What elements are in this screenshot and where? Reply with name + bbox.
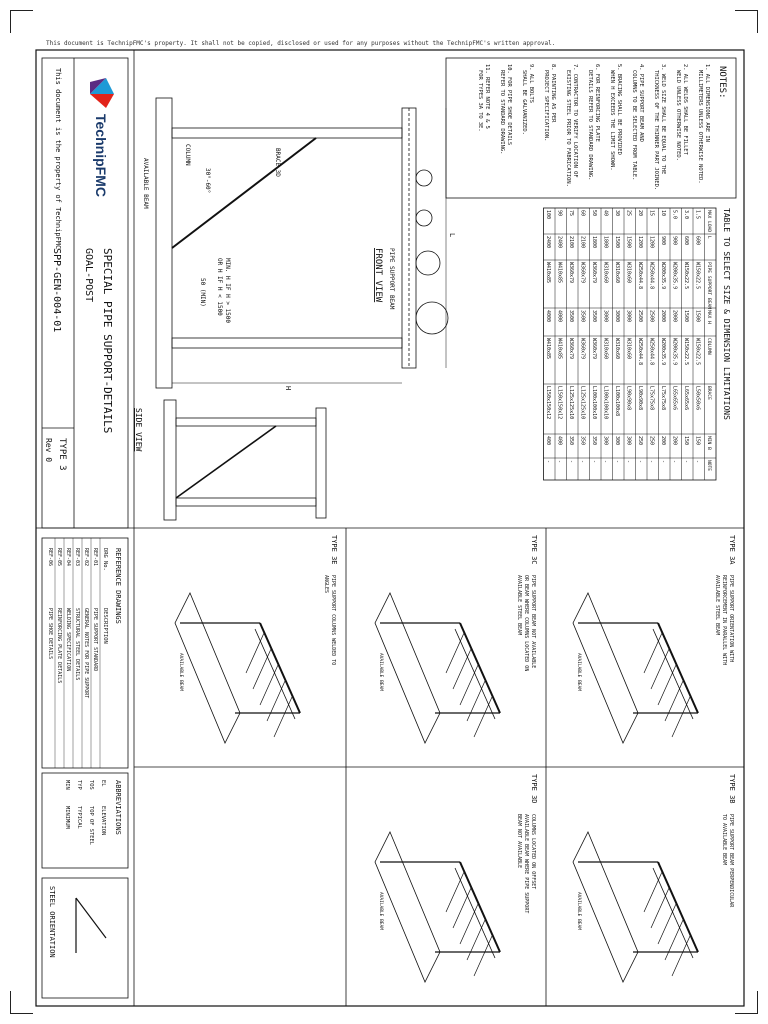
- ref-cell: REINFORCING PLATE DETAILS: [56, 608, 62, 684]
- table-cell: 300: [625, 436, 632, 446]
- table-cell: 3500: [591, 310, 597, 323]
- type-code: TYPE 3E: [330, 535, 338, 565]
- table-cell: L50x50x6: [694, 386, 701, 411]
- side-column-a: [176, 418, 316, 426]
- table-cell: -: [614, 460, 620, 464]
- title-footnote: This document is the property of TechnipFMC: [54, 68, 62, 250]
- table-cell: -: [671, 460, 678, 464]
- table-cell: L125x125x10: [579, 386, 586, 420]
- table-cell: L90x90x8: [637, 386, 643, 411]
- table-cell: 4000: [556, 310, 563, 323]
- drawing-canvas: [34, 48, 746, 1008]
- table-cell: -: [625, 460, 632, 464]
- table-cell: 4000: [545, 310, 551, 323]
- front-view: [142, 98, 456, 390]
- drawing-rev: Rev 0: [44, 438, 53, 463]
- available-label: AVAILABLE BEAM: [142, 158, 149, 209]
- table-cell: 900: [671, 236, 678, 246]
- table-cell: 1500: [694, 310, 701, 323]
- copyright-notice: This document is TechnipFMC's property. It shall not be copied, disclosed or used for any purposes without the TechnipFMC's written approval.: [46, 40, 556, 47]
- ref-cell: REF-01: [92, 548, 98, 567]
- table-header-cell: L: [706, 236, 711, 239]
- table-cell: W250x44.8: [648, 338, 655, 366]
- ref-cell: REF-05: [56, 548, 62, 567]
- notes-block: [446, 58, 736, 198]
- drawing-type: TYPE 3: [57, 438, 67, 471]
- or-h-label: OR H IF H < 1500: [216, 258, 223, 316]
- ref-cell: REF-06: [47, 548, 53, 567]
- table-cell: 40: [602, 210, 609, 217]
- table-header-cell: BRACE: [706, 386, 711, 400]
- table-cell: 250: [637, 436, 643, 446]
- note-line: 10. FOR PIPE SHOE DETAILSREFER TO STANDARD DRAWING.: [499, 64, 512, 155]
- table-cell: W200x35.9: [671, 262, 678, 290]
- dim-L-label: L: [448, 233, 456, 238]
- table-header-cell: COLUMN: [706, 338, 711, 355]
- logo-mark-red: [90, 94, 114, 108]
- note-line: 5. BRACING SHALL BE PROVIDEDWHEN H EXCEEDS THE LIMIT SHOWN.: [609, 64, 622, 171]
- ref-header-cell: DESCRIPTION: [102, 608, 108, 644]
- abbrev-title: ABBREVIATIONS: [114, 780, 122, 835]
- table-cell: 250: [648, 436, 655, 446]
- abbrev-cell: TYPICAL: [76, 806, 82, 829]
- note-line: 8. PAINTING AS PERPROJECT SPECIFICATION.: [543, 64, 556, 142]
- table-cell: 2500: [637, 310, 643, 323]
- abbrev-cell: EL: [100, 780, 106, 787]
- ref-cell: REF-04: [65, 548, 71, 567]
- ref-cell: PIPE SHOE DETAILS: [47, 608, 53, 660]
- type-code: TYPE 3A: [728, 535, 736, 565]
- type-desc: PIPE SUPPORT BEAM NOT AVAILABLEOR BEAM WHERE COLUMNS LOCATED ONAVAILABLE STEEL BEAM: [516, 575, 536, 672]
- table-cell: L150x150x12: [556, 386, 563, 420]
- side-view: [134, 400, 326, 520]
- table-cell: -: [648, 460, 655, 464]
- table-header-cell: PIPE SUPPORT BEAM: [706, 262, 711, 310]
- table-cell: -: [660, 460, 666, 464]
- table-header-cell: MIN B: [706, 436, 711, 450]
- side-available-beam: [164, 400, 176, 520]
- type-code: TYPE 3D: [530, 774, 538, 804]
- type-desc: PIPE SUPPORT COLUMNS WELDED TOANGLES: [323, 575, 336, 666]
- table-cell: 350: [579, 436, 586, 446]
- frame-corner-top-right: [735, 10, 758, 33]
- table-cell: L75x75x8: [648, 386, 655, 411]
- frame-corner-top-left: [10, 10, 33, 33]
- front-view-label: FRONT VIEW: [373, 248, 383, 303]
- table-cell: L65x65x6: [671, 386, 678, 411]
- table-cell: 2000: [660, 310, 666, 323]
- table-cell: W360x79: [579, 338, 586, 360]
- type-panels: [134, 528, 744, 1006]
- table-cell: 400: [545, 436, 551, 446]
- table-cell: 3500: [579, 310, 586, 323]
- table-cell: 20: [637, 210, 643, 217]
- table-cell: 2400: [545, 236, 551, 249]
- table-cell: 200: [660, 436, 666, 446]
- table-cell: W310x60: [614, 338, 620, 360]
- front-brace: [172, 138, 316, 248]
- table-cell: -: [602, 460, 609, 464]
- type-code: TYPE 3B: [728, 774, 736, 804]
- table-cell: 60: [579, 210, 586, 217]
- table-cell: 1500: [683, 310, 689, 323]
- table-cell: W360x79: [591, 338, 597, 360]
- pipe-1: [416, 170, 432, 186]
- table-cell: W310x60: [602, 338, 609, 360]
- note-line: 2. ALL WELDS SHALL BE FILLETWELD UNLESS OTHERWISE NOTED.: [675, 64, 688, 161]
- min50-label: 50 (MIN): [199, 278, 206, 307]
- table-cell: W250x44.8: [637, 338, 643, 366]
- table-cell: L100x100x10: [602, 386, 609, 420]
- pipe-3: [416, 251, 440, 275]
- table-cell: W150x22.5: [683, 262, 689, 290]
- table-cell: 2100: [579, 236, 586, 249]
- type-available-label: AVAILABLE BEAM: [378, 653, 383, 691]
- table-cell: 1200: [648, 236, 655, 249]
- abbrev-cell: MINIMUM: [64, 806, 70, 829]
- table-cell: W360x79: [579, 262, 586, 284]
- title-block: [42, 58, 128, 998]
- type-isometric-sketch: [375, 593, 500, 743]
- table-cell: 200: [671, 436, 678, 446]
- table-cell: 600: [683, 236, 689, 246]
- abbrev-cell: TOS: [88, 780, 94, 790]
- table-cell: 90: [556, 210, 563, 217]
- ref-cell: GENERAL NOTES FOR PIPE SUPPORT: [83, 608, 89, 699]
- table-cell: 3000: [625, 310, 632, 323]
- type-available-label: AVAILABLE BEAM: [378, 892, 383, 930]
- type-available-label: AVAILABLE BEAM: [178, 653, 183, 691]
- front-column-right: [172, 338, 402, 348]
- table-cell: W410x85: [556, 262, 563, 284]
- table-cell: W310x60: [602, 262, 609, 284]
- table-cell: W360x79: [568, 338, 574, 360]
- table-cell: W410x85: [545, 338, 551, 360]
- note-line: 11. REFER NOTE 4 & 5FOR TYPES 3A TO 3E.: [477, 64, 490, 132]
- front-available-beam: [156, 98, 172, 388]
- table-cell: 1500: [625, 236, 632, 249]
- dim-H-label: H: [284, 386, 292, 391]
- ref-header-cell: DRG No.: [102, 548, 108, 571]
- table-cell: L100x100x8: [614, 386, 620, 417]
- table-cell: -: [556, 460, 563, 464]
- note-line: 3. WELD SIZE SHALL BE EQUAL TO THETHICKNESS OF THE THINNER PART JOINED.: [653, 64, 666, 191]
- type-isometric-sketch: [573, 593, 698, 743]
- table-cell: 1200: [637, 236, 643, 249]
- type-desc: PIPE SUPPORT ORIENTATION WITHREINFORCEMENT IN PARALLEL WITHAVAILABLE STEEL BEAM: [714, 575, 734, 666]
- abbrev-cell: TYP: [76, 780, 82, 790]
- table-cell: 3500: [568, 310, 574, 323]
- table-cell: L75x75x8: [660, 386, 666, 411]
- notes-heading: NOTES:: [717, 66, 727, 99]
- table-cell: L65x65x6: [683, 386, 689, 411]
- table-cell: 3.0: [683, 210, 689, 220]
- table-cell: W150x22.5: [683, 338, 689, 366]
- side-view-label: SIDE VIEW: [134, 408, 143, 452]
- pipe-2: [416, 210, 432, 226]
- table-cell: W310x60: [625, 338, 632, 360]
- table-cell: L100x100x10: [591, 386, 597, 420]
- table-cell: 150: [694, 436, 701, 446]
- table-cell: 2100: [568, 236, 574, 249]
- abbrev-cell: TOP OF STEEL: [88, 806, 94, 845]
- table-cell: 300: [602, 436, 609, 446]
- note-line: 9. ALL BOLTSSHALL BE GALVANIZED.: [521, 64, 534, 135]
- table-cell: 1.5: [694, 210, 701, 220]
- table-cell: 2500: [648, 310, 655, 323]
- orientation-arrow: [76, 898, 106, 938]
- table-cell: W200x35.9: [660, 338, 666, 366]
- drawing-title: SPECIAL PIPE SUPPORT-DETAILS: [101, 248, 114, 434]
- abbrev-cell: MIN: [64, 780, 70, 790]
- table-cell: 3000: [602, 310, 609, 323]
- orientation-label: STEEL ORIENTATION: [48, 886, 56, 958]
- table-cell: 30: [614, 210, 620, 217]
- note-line: 1. ALL DIMENSIONS ARE INMILLIMETERS UNLESS OTHERWISE NOTED.: [697, 64, 710, 184]
- type-available-label: AVAILABLE BEAM: [576, 653, 581, 691]
- table-cell: 3000: [614, 310, 620, 323]
- table-cell: W250x44.8: [637, 262, 643, 290]
- table-cell: -: [694, 460, 701, 464]
- drawing-number: SPP-GEN-004-01: [51, 248, 62, 333]
- table-cell: W250x44.8: [648, 262, 655, 290]
- side-beam: [316, 408, 326, 518]
- drawing-sheet: [34, 48, 746, 1008]
- table-cell: -: [545, 460, 551, 464]
- table-cell: -: [683, 460, 689, 464]
- table-header-cell: MAX H: [706, 310, 711, 324]
- table-cell: 10: [660, 210, 666, 217]
- drawing-subtitle: GOAL-POST: [83, 248, 94, 303]
- type-available-label: AVAILABLE BEAM: [576, 892, 581, 930]
- table-cell: 150: [683, 436, 689, 446]
- frame-corner-bottom-left: [10, 991, 33, 1014]
- table-cell: 75: [568, 210, 574, 217]
- table-cell: -: [568, 460, 574, 464]
- beam-label: PIPE SUPPORT BEAM: [388, 248, 395, 310]
- table-cell: 15: [648, 210, 655, 217]
- type-desc: COLUMNS LOCATED ON OFFSETAVAILABLE BEAM WHERE PIPE SUPPORTBEAM NOT AVAILABLE: [516, 814, 536, 914]
- table-cell: 2000: [671, 310, 678, 323]
- note-line: 4. PIPE SUPPORT BEAM ANDCOLUMNS TO BE SELECTED FROM TABLE.: [631, 64, 644, 181]
- table-cell: 350: [591, 436, 597, 446]
- table-cell: 300: [614, 436, 620, 446]
- table-cell: -: [591, 460, 597, 464]
- table-cell: W150x22.5: [694, 262, 701, 290]
- table-cell: 50: [591, 210, 597, 217]
- table-cell: 400: [556, 436, 563, 446]
- ref-cell: PIPE SUPPORT STANDARD: [92, 608, 98, 672]
- note-line: 6. FOR REINFORCING PLATEDETAILS REFER TO STANDARD DRAWING.: [587, 64, 600, 181]
- table-cell: W360x79: [591, 262, 597, 284]
- side-brace: [176, 426, 276, 498]
- table-cell: W310x60: [625, 262, 632, 284]
- table-cell: L150x150x12: [545, 386, 551, 420]
- table-title: TABLE TO SELECT SIZE & DIMENSION LIMITATIONS: [722, 208, 731, 420]
- table-cell: -: [579, 460, 586, 464]
- type-isometric-sketch: [175, 593, 300, 743]
- type-code: TYPE 3C: [530, 535, 538, 565]
- note-line: 7. CONTRACTOR TO VERIFY LOCATION OFEXISTING STEEL PRIOR TO FABRICATION.: [565, 64, 578, 187]
- table-cell: 5.0: [671, 210, 678, 220]
- ref-cell: REF-03: [74, 548, 80, 567]
- type-isometric-sketch: [375, 832, 500, 982]
- table-cell: 1500: [614, 236, 620, 249]
- table-cell: 900: [660, 236, 666, 246]
- table-cell: 1800: [602, 236, 609, 249]
- table-cell: 600: [694, 236, 701, 246]
- ref-cell: WELDING SPECIFICATION: [65, 608, 71, 672]
- pipe-4: [416, 302, 448, 334]
- table-cell: -: [637, 460, 643, 464]
- table-cell: 350: [568, 436, 574, 446]
- angle-label: 30°-60°: [204, 168, 211, 194]
- front-column-left: [172, 128, 402, 138]
- side-column-b: [176, 498, 316, 506]
- ref-cell: STRUCTURAL STEEL DETAILS: [74, 608, 80, 681]
- table-header-cell: NOTE: [706, 460, 711, 472]
- drawing-landscape: [34, 48, 746, 1008]
- table-cell: W410x85: [556, 338, 563, 360]
- table-cell: L125x125x10: [568, 386, 574, 420]
- type-isometric-sketch: [573, 832, 698, 982]
- ref-cell: REF-02: [83, 548, 89, 567]
- column-label: COLUMN: [184, 144, 191, 166]
- company-name: TechnipFMC: [93, 114, 109, 197]
- brace-label: BRACE 3D: [274, 148, 281, 177]
- abbrev-cell: ELEVATION: [100, 806, 106, 836]
- table-cell: W310x60: [614, 262, 620, 284]
- table-cell: 100: [545, 210, 551, 220]
- table-cell: W360x79: [568, 262, 574, 284]
- references-title: REFERENCE DRAWINGS: [114, 548, 122, 624]
- type-desc: PIPE SUPPORT BEAM PERPENDICULARTO AVAILABLE BEAM: [721, 814, 734, 908]
- table-cell: W410x85: [545, 262, 551, 284]
- table-cell: W150x22.5: [694, 338, 701, 366]
- min-h-label: MIN. H IF H > 1500: [224, 258, 231, 324]
- table-cell: L90x90x8: [625, 386, 632, 411]
- table-cell: 1800: [591, 236, 597, 249]
- table-cell: 2400: [556, 236, 563, 249]
- size-table: [544, 208, 732, 480]
- company-logo: [90, 78, 114, 108]
- table-cell: 25: [625, 210, 632, 217]
- table-cell: W200x35.9: [671, 338, 678, 366]
- table-cell: W200x35.9: [660, 262, 666, 290]
- table-header-cell: MAX LOAD: [706, 210, 711, 233]
